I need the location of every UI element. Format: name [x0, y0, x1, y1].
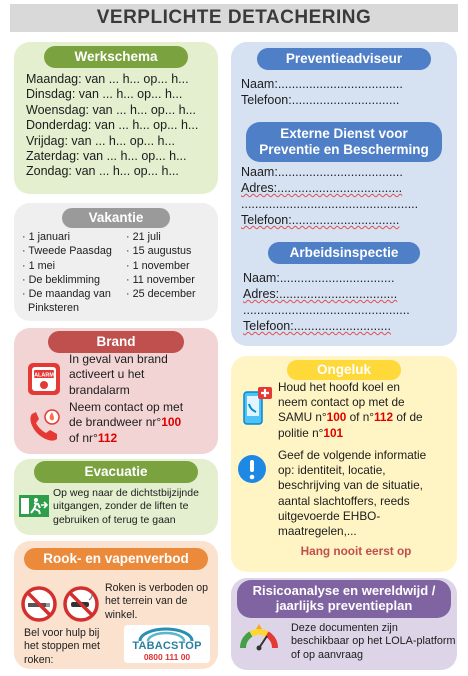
- risico-heading: Risicoanalyse en wereldwijd / jaarlijks preventieplan: [237, 580, 451, 618]
- werkschema-line: Woensdag: van ... h... op... h...: [26, 102, 197, 117]
- alarm-label: ALARM: [34, 372, 54, 379]
- brand-text-2: [69, 400, 183, 446]
- rook-text-1: [105, 582, 208, 622]
- risico-card: [231, 578, 457, 670]
- vakantie-card: [14, 203, 218, 321]
- vakantie-heading: Vakantie: [62, 208, 170, 228]
- no-vaping-icon: [62, 585, 100, 623]
- samu-number: 100: [326, 410, 347, 425]
- risico-text: Deze documenten zijn beschikbaar op het LOLA-platform of op aanvraag: [291, 622, 456, 661]
- werkschema-line: Vrijdag: van ... h... op... h...: [26, 133, 175, 148]
- brand-text-1: [69, 352, 168, 398]
- phone-fire-icon: [26, 408, 62, 444]
- evacuatie-line: Op weg naar de dichtstbijzijnde: [53, 487, 199, 499]
- preventieadviseur-heading: Preventieadviseur: [257, 48, 431, 70]
- werkschema-line: Zondag: van ... h... op... h...: [26, 164, 179, 179]
- contacts-card: [231, 42, 457, 346]
- evacuatie-line: gebruiken of terug te gaan: [53, 513, 176, 526]
- werkschema-line: Donderdag: van ... h... op... h...: [26, 118, 199, 133]
- naam-field: Naam:....................................: [241, 165, 403, 179]
- emergency-number: 112: [374, 410, 394, 425]
- brand-line: activeert u het: [69, 367, 145, 382]
- adres-field: Adres:....................................: [241, 181, 403, 195]
- brand-card: [14, 328, 218, 454]
- no-smoking-icon: [20, 585, 58, 623]
- rook-line: Roken is verboden op: [105, 582, 209, 594]
- holiday-item: · Tweede Paasdag: [22, 245, 112, 258]
- rook-heading: Rook- en vapenverbod: [24, 548, 208, 570]
- tabacstop-logo: [124, 625, 210, 663]
- telefoon-field: Telefoon:...............................: [241, 93, 400, 107]
- werkschema-card: [14, 42, 218, 194]
- brand-line: In geval van brand: [69, 352, 168, 366]
- rook-line: winkel.: [105, 608, 138, 621]
- arbeidsinspectie-heading: Arbeidsinspectie: [268, 242, 420, 264]
- rook-text-2: [24, 627, 100, 667]
- brand-line: de brandweer nr°100: [69, 415, 182, 430]
- werkschema-line: Zaterdag: van ... h... op... h...: [26, 149, 187, 164]
- tabacstop-name: TABACSTOP: [132, 640, 202, 652]
- externe-dienst-fields: [241, 164, 418, 228]
- werkschema-lines: [26, 72, 198, 180]
- phone-first-aid-icon: [239, 386, 273, 426]
- page-title: VERPLICHTE DETACHERING: [10, 4, 458, 32]
- preventieadviseur-fields: [241, 76, 403, 108]
- fire-number: 100: [161, 415, 182, 430]
- werkschema-heading: Werkschema: [44, 46, 188, 68]
- ongeluk-heading: Ongeluk: [287, 360, 401, 380]
- externe-dienst-heading: Externe Dienst voor Preventie en Bescherming: [246, 122, 442, 162]
- naam-field: Naam:.................................: [243, 271, 395, 285]
- emergency-number: 112: [97, 430, 118, 445]
- brand-heading: Brand: [48, 331, 184, 353]
- rook-line: Bel voor hulp bij: [24, 627, 100, 639]
- vakantie-column-2: [126, 230, 196, 301]
- tabacstop-arcs-icon: [136, 627, 196, 641]
- holiday-item: · De maandag van: [22, 288, 111, 301]
- hang-up-warning: Hang nooit eerst op: [300, 544, 412, 558]
- naam-field: Naam:....................................: [241, 77, 403, 91]
- info-exclamation-icon: [237, 454, 267, 484]
- evacuatie-text: [53, 487, 199, 527]
- arbeidsinspectie-fields: [243, 270, 410, 334]
- ongeluk-text-2: Geef de volgende informatie op: identiteit, locatie, beschrijving van de situatie, aantal slachtoffers, reeds uitgevoerde EHBO- maatregelen,...: [278, 448, 427, 539]
- evacuatie-heading: Evacuatie: [34, 461, 198, 483]
- evacuatie-line: uitgangen, zonder de liften te: [53, 500, 189, 513]
- tabacstop-phone: 0800 111 00: [143, 652, 191, 662]
- brand-line: brandalarm: [69, 382, 130, 397]
- holiday-item: · 1 mei: [22, 259, 55, 272]
- evacuatie-card: [14, 459, 218, 535]
- ongeluk-text-1: Houd het hoofd koel en neem contact op met de SAMU n°100 of n°112 of de politie n°101: [278, 380, 423, 440]
- holiday-item: · 25 december: [126, 288, 196, 301]
- holiday-item: · 1 januari: [22, 231, 71, 243]
- rook-line: roken:: [24, 653, 54, 666]
- holiday-item: Pinksteren: [22, 302, 80, 315]
- werkschema-line: Maandag: van ... h... op... h...: [26, 72, 189, 86]
- rook-line: het stoppen met: [24, 640, 100, 653]
- brand-line: of nr°112: [69, 430, 118, 445]
- brand-line: Neem contact op met: [69, 400, 184, 414]
- adres-continuation: ................................................: [243, 303, 410, 317]
- vakantie-column-1: [22, 230, 112, 316]
- exit-sign-icon: [19, 495, 49, 517]
- police-number: 101: [323, 425, 344, 440]
- telefoon-field: Telefoon:............................: [243, 319, 391, 333]
- risk-gauge-icon: [239, 624, 279, 652]
- telefoon-field: Telefoon:...............................: [241, 213, 400, 227]
- werkschema-line: Dinsdag: van ... h... op... h...: [26, 87, 183, 102]
- holiday-item: · 11 november: [126, 273, 195, 286]
- rook-card: [14, 541, 218, 669]
- adres-continuation: ...................................................: [241, 197, 419, 211]
- holiday-item: · 21 juli: [126, 231, 161, 243]
- rook-line: het terrein van de: [105, 595, 188, 608]
- fire-alarm-icon: [27, 362, 61, 396]
- holiday-item: · 1 november: [126, 259, 190, 272]
- holiday-item: · 15 augustus: [126, 245, 192, 258]
- holiday-item: · De beklimming: [22, 273, 100, 286]
- adres-field: Adres:..................................: [243, 287, 398, 301]
- ongeluk-card: [231, 356, 457, 572]
